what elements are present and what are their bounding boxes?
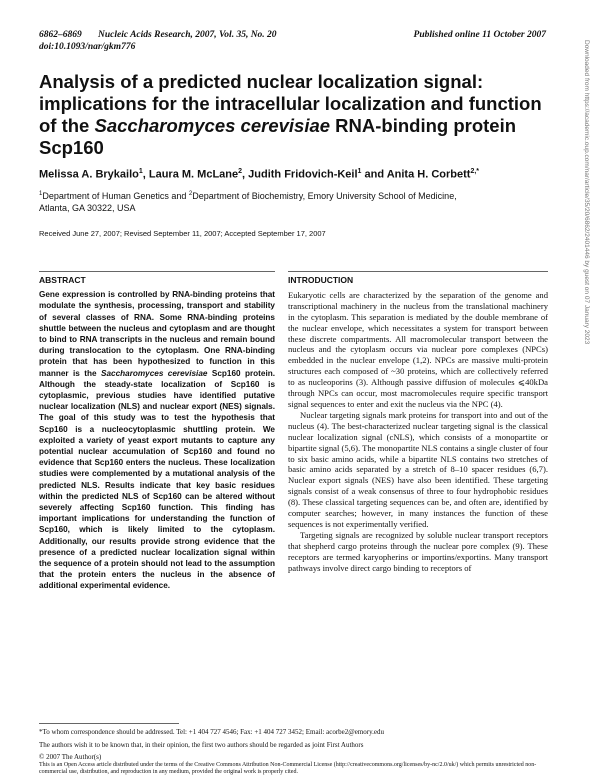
abstract-text: Gene expression is controlled by RNA-binding proteins that modulate the synthesis, processing, transport and stability of several classes of RNA. Some RNA-binding proteins shuttle between the nucleus and cytoplasm and are thought to bind to RNA transcripts in the nucleus and remain bound during translocation to the cytoplasm. One RNA-binding protein that has been hypothesized to function in this manner is the Saccharomyces cerevisiae Scp160 protein. Although the steady-state localization of Scp160 is cytoplasmic, previous studies have identified putative nuclear localization (NLS) and nuclear export (NES) signals. The goal of this study was to test the hypothesis that Scp160 is a nucleocytoplasmic shuttling protein. We exploited a variety of yeast export mutants to capture any potential nuclear accumulation of Scp160 and found no evidence that Scp160 enters the nucleus. These localization studies were complemented by a mutational analysis of the predicted NLS. Results indicate that key basic residues within the predicted NLS of Scp160 can be altered without severely affecting Scp160 function. This finding has important implications for understanding the function of Scp160, which is likely limited to the cytoplasm. Additionally, our results provide strong evidence that the presence of a predicted nuclear localization signal within the sequence of a protein should not lead to the assumption that the protein enters the nucleus in the absence of additional experimental evidence. [39,290,276,591]
article-title: Analysis of a predicted nuclear localization signal: implications for the intracellular localization and function of the Saccharomyces cerevisiae RNA-binding protein Scp160 [39,71,542,158]
joint-authors-note: The authors wish it to be known that, in their opinion, the first two authors should be regarded as joint First Authors [39,741,364,749]
introduction-section [288,271,548,573]
download-watermark: Downloaded from https://academic.oup.com/nar/article/35/20/6862/2401446 by guest on 07 January 2023 [583,40,590,345]
publication-date: Published online 11 October 2007 [413,30,546,40]
abstract-heading: ABSTRACT [39,271,275,286]
license-text: This is an Open Access article distributed under the terms of the Creative Commons Attribution Non-Commercial License (http://creativecommons.org/licenses/by-nc/2.0/uk/) which permits unrestricted non-commercial use, distribution, and reproduction in any medium, provided the original work is properly cited. [39,762,537,775]
intro-paragraph: Targeting signals are recognized by soluble nuclear transport receptors that shepherd cargo proteins through the nuclear pore complex (9). These receptors are termed karyopherins or importins/exportins. Many transport pathways involve direct cargo binding to receptors of [288,529,548,573]
received-dates: Received June 27, 2007; Revised September 11, 2007; Accepted September 17, 2007 [39,229,326,238]
intro-paragraph: Nuclear targeting signals mark proteins for transport into and out of the nucleus (4). The best-characterized nuclear targeting signal is the classical nuclear localization signal (cNLS), which consists of a monopartite or bipartite signal (5,6). The monopartite NLS contains a single cluster of four to six basic amino acids, while a bipartite NLS contains two stretches of basic amino acids separated by a stretch of 8–10 spacer residues (6,7). Nuclear export signals (NES) have also been identified. These targeting signals consist of a weak consensus of three to four hydrophobic residues (8). These classical targeting sequences can be, and often are, identified by computer searches; however, in many instances the function of these sequences is not experimentally verified. [288,409,548,529]
intro-paragraph: Eukaryotic cells are characterized by the separation of the genome and transcriptional machinery in the nucleus from the translational machinery in the cytoplasm. This separation is mediated by the double membrane of the nuclear envelope, which necessitates a system for transport between these discrete compartments. All macromolecular transport between the nucleus and the cytoplasm occurs via nuclear pore complexes (NPCs) embedded in the nuclear envelope (1,2). NPCs are massive multi-protein structures each composed of ~30 proteins, which are collectively referred to as nucleoporins (3). Although passive diffusion of molecules ⩽40kDa through NPCs can occur, most macromolecules require specific transport signal sequences to enter and exit the nucleus via the NPC (4). [288,289,548,409]
journal-citation: Nucleic Acids Research, 2007, Vol. 35, No. 20 [98,30,277,40]
affiliations: $^1$Department of Human Genetics and $^2$Department of Biochemistry, Emory University School of Medicine, Atlanta, GA 30322, USA [39,191,457,213]
footnote-divider [39,723,179,724]
copyright-line: © 2007 The Author(s) [39,753,102,761]
abstract-section [39,271,275,592]
correspondence-footnote: *To whom correspondence should be addressed. Tel: +1 404 727 4546; Fax: +1 404 727 3452; Email: acorbe2@emory.edu [39,728,385,736]
page-range: 6862–6869 [39,30,82,40]
introduction-heading: INTRODUCTION [288,271,548,286]
doi: doi:10.1093/nar/gkm776 [39,42,136,52]
author-list: Melissa A. Brykailo$^1$, Laura M. McLane$^2$, Judith Fridovich-Keil$^1$ and Anita H. Corbett$^{2,*}$ [39,168,479,181]
